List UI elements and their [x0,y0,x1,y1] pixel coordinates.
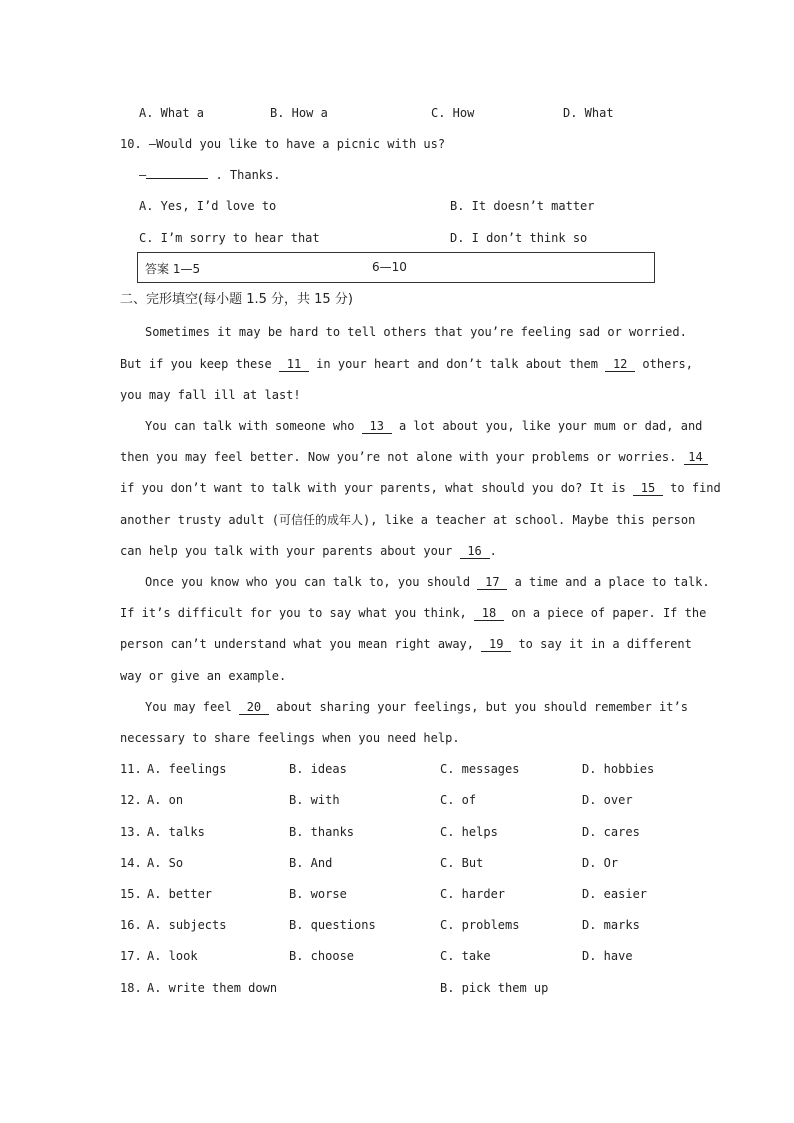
p3-line-4: way or give an example. [120,669,287,683]
text: You can talk with someone who [145,419,362,433]
answer-label-1-5: 答案 1—5 [145,262,201,276]
p3-line-3 [120,636,692,652]
choice-option: A. better [147,887,213,901]
p1-line-2 [120,356,693,372]
p2-line-5 [120,543,497,559]
q9-option-c: C. How [431,106,475,120]
q10-option-c: C. I’m sorry to hear that [139,231,320,245]
choice-option: B. ideas [289,762,347,776]
choice-option: D. cares [582,825,640,839]
text: You may feel [145,700,239,714]
choice-number: 16. [120,918,142,932]
choice-option: D. over [582,793,633,807]
q10-blank [146,178,208,179]
text: others, [635,357,693,371]
blank-14: 14 [684,450,708,465]
choice-option: B. with [289,793,340,807]
q10-reply [139,167,280,183]
q10-option-d: D. I don’t think so [450,231,588,245]
p2-line-3 [120,480,721,496]
answer-box [137,252,655,283]
choice-option: A. subjects [147,918,227,932]
p2-line-2 [120,449,708,465]
q10-question: 10. —Would you like to have a picnic with us? [120,137,446,151]
q9-option-b: B. How a [270,106,328,120]
choice-option: C. harder [440,887,506,901]
p1-line-1: Sometimes it may be hard to tell others that you’re feeling sad or worried. [145,325,687,339]
section-heading: 二、完形填空(每小题 1.5 分，共 15 分) [120,292,353,307]
text: another trusty adult ( [120,513,279,527]
choice-option: B. And [289,856,333,870]
choice-option: D. Or [582,856,619,870]
q9-option-d: D. What [563,106,614,120]
p3-line-1 [145,574,710,590]
choice-option: A. feelings [147,762,227,776]
choice-number: 18. [120,981,142,995]
text: If it’s difficult for you to say what you think, [120,606,475,620]
text: on a piece of paper. If the [504,606,707,620]
blank-15: 15 [633,481,663,496]
text-chinese: 可信任的成年人 [278,513,363,527]
text: a lot about you, like your mum or dad, and [391,419,703,433]
blank-13: 13 [362,419,392,434]
p1-line-3: you may fall ill at last! [120,388,301,402]
p3-line-2 [120,605,706,621]
choice-number: 13. [120,825,142,839]
text: then you may feel better. Now you’re not alone with your problems or worries. [120,450,684,464]
answer-label-6-10: 6—10 [372,260,407,274]
blank-19: 19 [481,637,511,652]
choice-number: 15. [120,887,142,901]
p4-line-2: necessary to share feelings when you need help. [120,731,460,745]
choice-option: A. So [147,856,184,870]
choice-option: A. look [147,949,198,963]
choice-option: C. take [440,949,491,963]
text: ), like a teacher at school. Maybe this person [362,513,696,527]
choice-option: C. of [440,793,477,807]
choice-number: 12. [120,793,142,807]
choice-number: 17. [120,949,142,963]
blank-12: 12 [605,357,635,372]
choice-option: A. on [147,793,184,807]
choice-option: B. questions [289,918,376,932]
blank-20: 20 [239,700,269,715]
text: . [489,544,497,558]
q9-option-a: A. What a [139,106,205,120]
q10-option-b: B. It doesn’t matter [450,199,595,213]
choice-option: B. choose [289,949,355,963]
p4-line-1 [145,699,688,715]
choice-option: D. easier [582,887,648,901]
choice-option: C. messages [440,762,520,776]
blank-11: 11 [279,357,309,372]
q10-reply-prefix: — [139,168,147,182]
p2-line-4 [120,512,695,528]
blank-18: 18 [474,606,504,621]
choice-option: D. hobbies [582,762,655,776]
text: to say it in a different [511,637,692,651]
choice-number: 11. [120,762,142,776]
text: can help you talk with your parents about your [120,544,460,558]
text: person can’t understand what you mean right away, [120,637,482,651]
choice-option: D. marks [582,918,640,932]
p2-line-1 [145,418,702,434]
choice-number: 14. [120,856,142,870]
q10-option-a: A. Yes, I’d love to [139,199,277,213]
choice-option: B. thanks [289,825,355,839]
choice-option: C. problems [440,918,520,932]
text: Once you know who you can talk to, you should [145,575,478,589]
text: in your heart and don’t talk about them [308,357,606,371]
choice-option: D. have [582,949,633,963]
choice-option: B. worse [289,887,347,901]
choice-option: C. helps [440,825,498,839]
blank-16: 16 [460,544,490,559]
q10-reply-suffix: . Thanks. [208,168,281,182]
choice-option: B. pick them up [440,981,549,995]
text: But if you keep these [120,357,279,371]
text: a time and a place to talk. [507,575,710,589]
blank-17: 17 [477,575,507,590]
text: about sharing your feelings, but you should remember it’s [268,700,688,714]
choice-option: C. But [440,856,484,870]
text: to find [662,481,721,495]
choice-option: A. talks [147,825,205,839]
text: if you don’t want to talk with your parents, what should you do? It is [120,481,633,495]
choice-option: A. write them down [147,981,278,995]
